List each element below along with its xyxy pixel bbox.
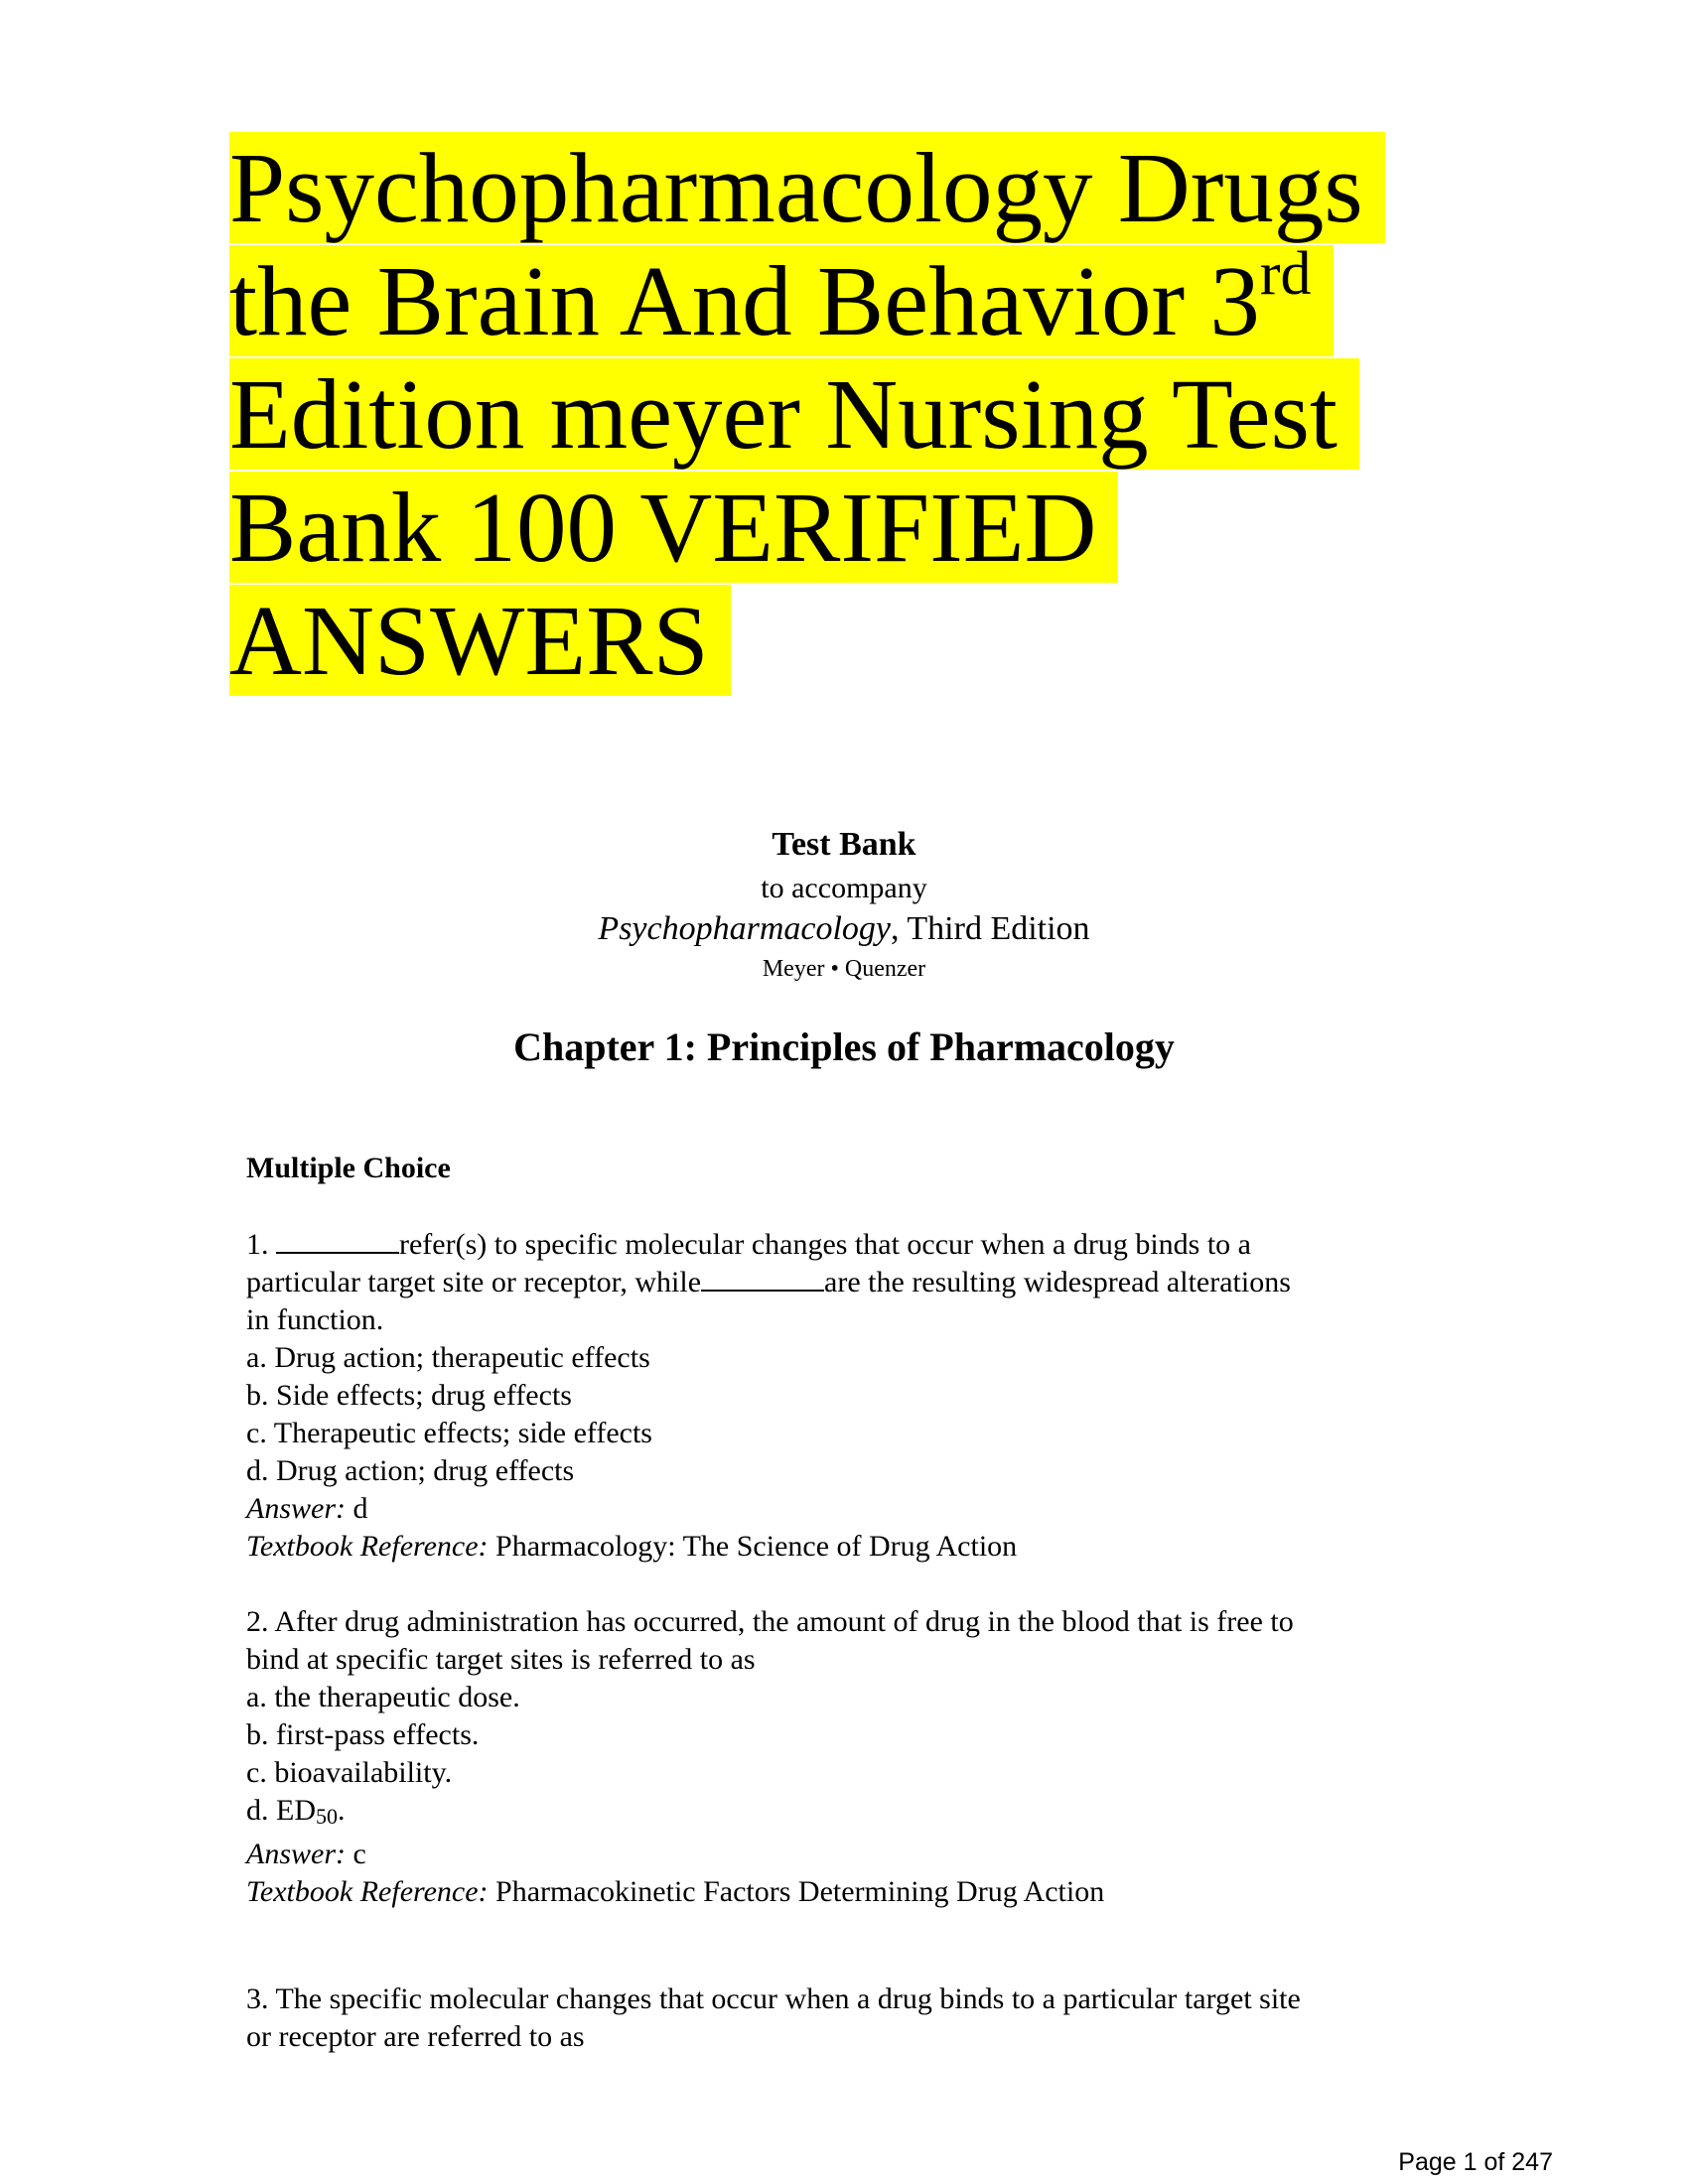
question-1-option-c: c. Therapeutic effects; side effects: [246, 1417, 652, 1449]
question-3: [246, 1980, 1418, 2056]
question-1-option-d: d. Drug action; drug effects: [246, 1454, 575, 1487]
question-1-stem-line-2: particular target site or receptor, while are the resulting widespread alterations: [246, 1266, 1291, 1298]
title-line-1: Psychopharmacology Drugs: [229, 131, 1371, 244]
question-1-stem-line-1: 1. refer(s) to specific molecular changes that occur when a drug binds to a: [246, 1228, 1251, 1261]
question-2-reference: Textbook Reference: Pharmacokinetic Factors Determining Drug Action: [246, 1875, 1105, 1908]
question-2-option-d: d. ED50.: [246, 1794, 346, 1829]
document-title: [229, 131, 1371, 697]
page-number: Page 1 of 247: [1398, 2148, 1553, 2176]
question-3-stem-line-2: or receptor are referred to as: [246, 2020, 585, 2053]
question-2-answer: Answer: c: [246, 1838, 366, 1870]
question-2-option-c: c. bioavailability.: [246, 1756, 453, 1789]
book-title-italic: Psychopharmacology: [598, 910, 892, 947]
section-heading: Multiple Choice: [246, 1152, 451, 1184]
question-3-stem-line-1: 3. The specific molecular changes that occur when a drug binds to a particular target site: [246, 1982, 1301, 2015]
chapter-title: Chapter 1: Principles of Pharmacology: [513, 1024, 1175, 1069]
answer-blank: [701, 1266, 824, 1292]
question-2-stem-line-1: 2. After drug administration has occurred, the amount of drug in the blood that is free to: [246, 1605, 1294, 1638]
question-1-option-b: b. Side effects; drug effects: [246, 1379, 572, 1412]
answer-blank: [276, 1228, 399, 1254]
book-title: [0, 908, 1688, 950]
question-1-reference: Textbook Reference: Pharmacology: The Science of Drug Action: [246, 1530, 1018, 1563]
superscript-rd: rd: [1259, 240, 1312, 309]
title-line-3: Edition meyer Nursing Test: [229, 357, 1371, 471]
title-line-2: the Brain And Behavior 3rd: [229, 244, 1371, 357]
question-2: [246, 1603, 1418, 1911]
book-edition: , Third Edition: [891, 910, 1090, 947]
question-2-option-a: a. the therapeutic dose.: [246, 1681, 520, 1713]
question-1: [246, 1226, 1418, 1566]
question-1-answer: Answer: d: [246, 1492, 368, 1525]
title-line-4: Bank 100 VERIFIED: [229, 471, 1371, 584]
question-1-stem-line-3: in function.: [246, 1303, 384, 1336]
question-2-option-b: b. first-pass effects.: [246, 1718, 480, 1751]
question-1-option-a: a. Drug action; therapeutic effects: [246, 1341, 650, 1374]
question-2-stem-line-2: bind at specific target sites is referred to as: [246, 1643, 756, 1676]
authors: Meyer • Quenzer: [762, 956, 926, 982]
title-line-5: ANSWERS: [229, 584, 1371, 697]
test-bank-heading: Test Bank: [772, 826, 916, 863]
to-accompany-text: to accompany: [761, 872, 927, 904]
